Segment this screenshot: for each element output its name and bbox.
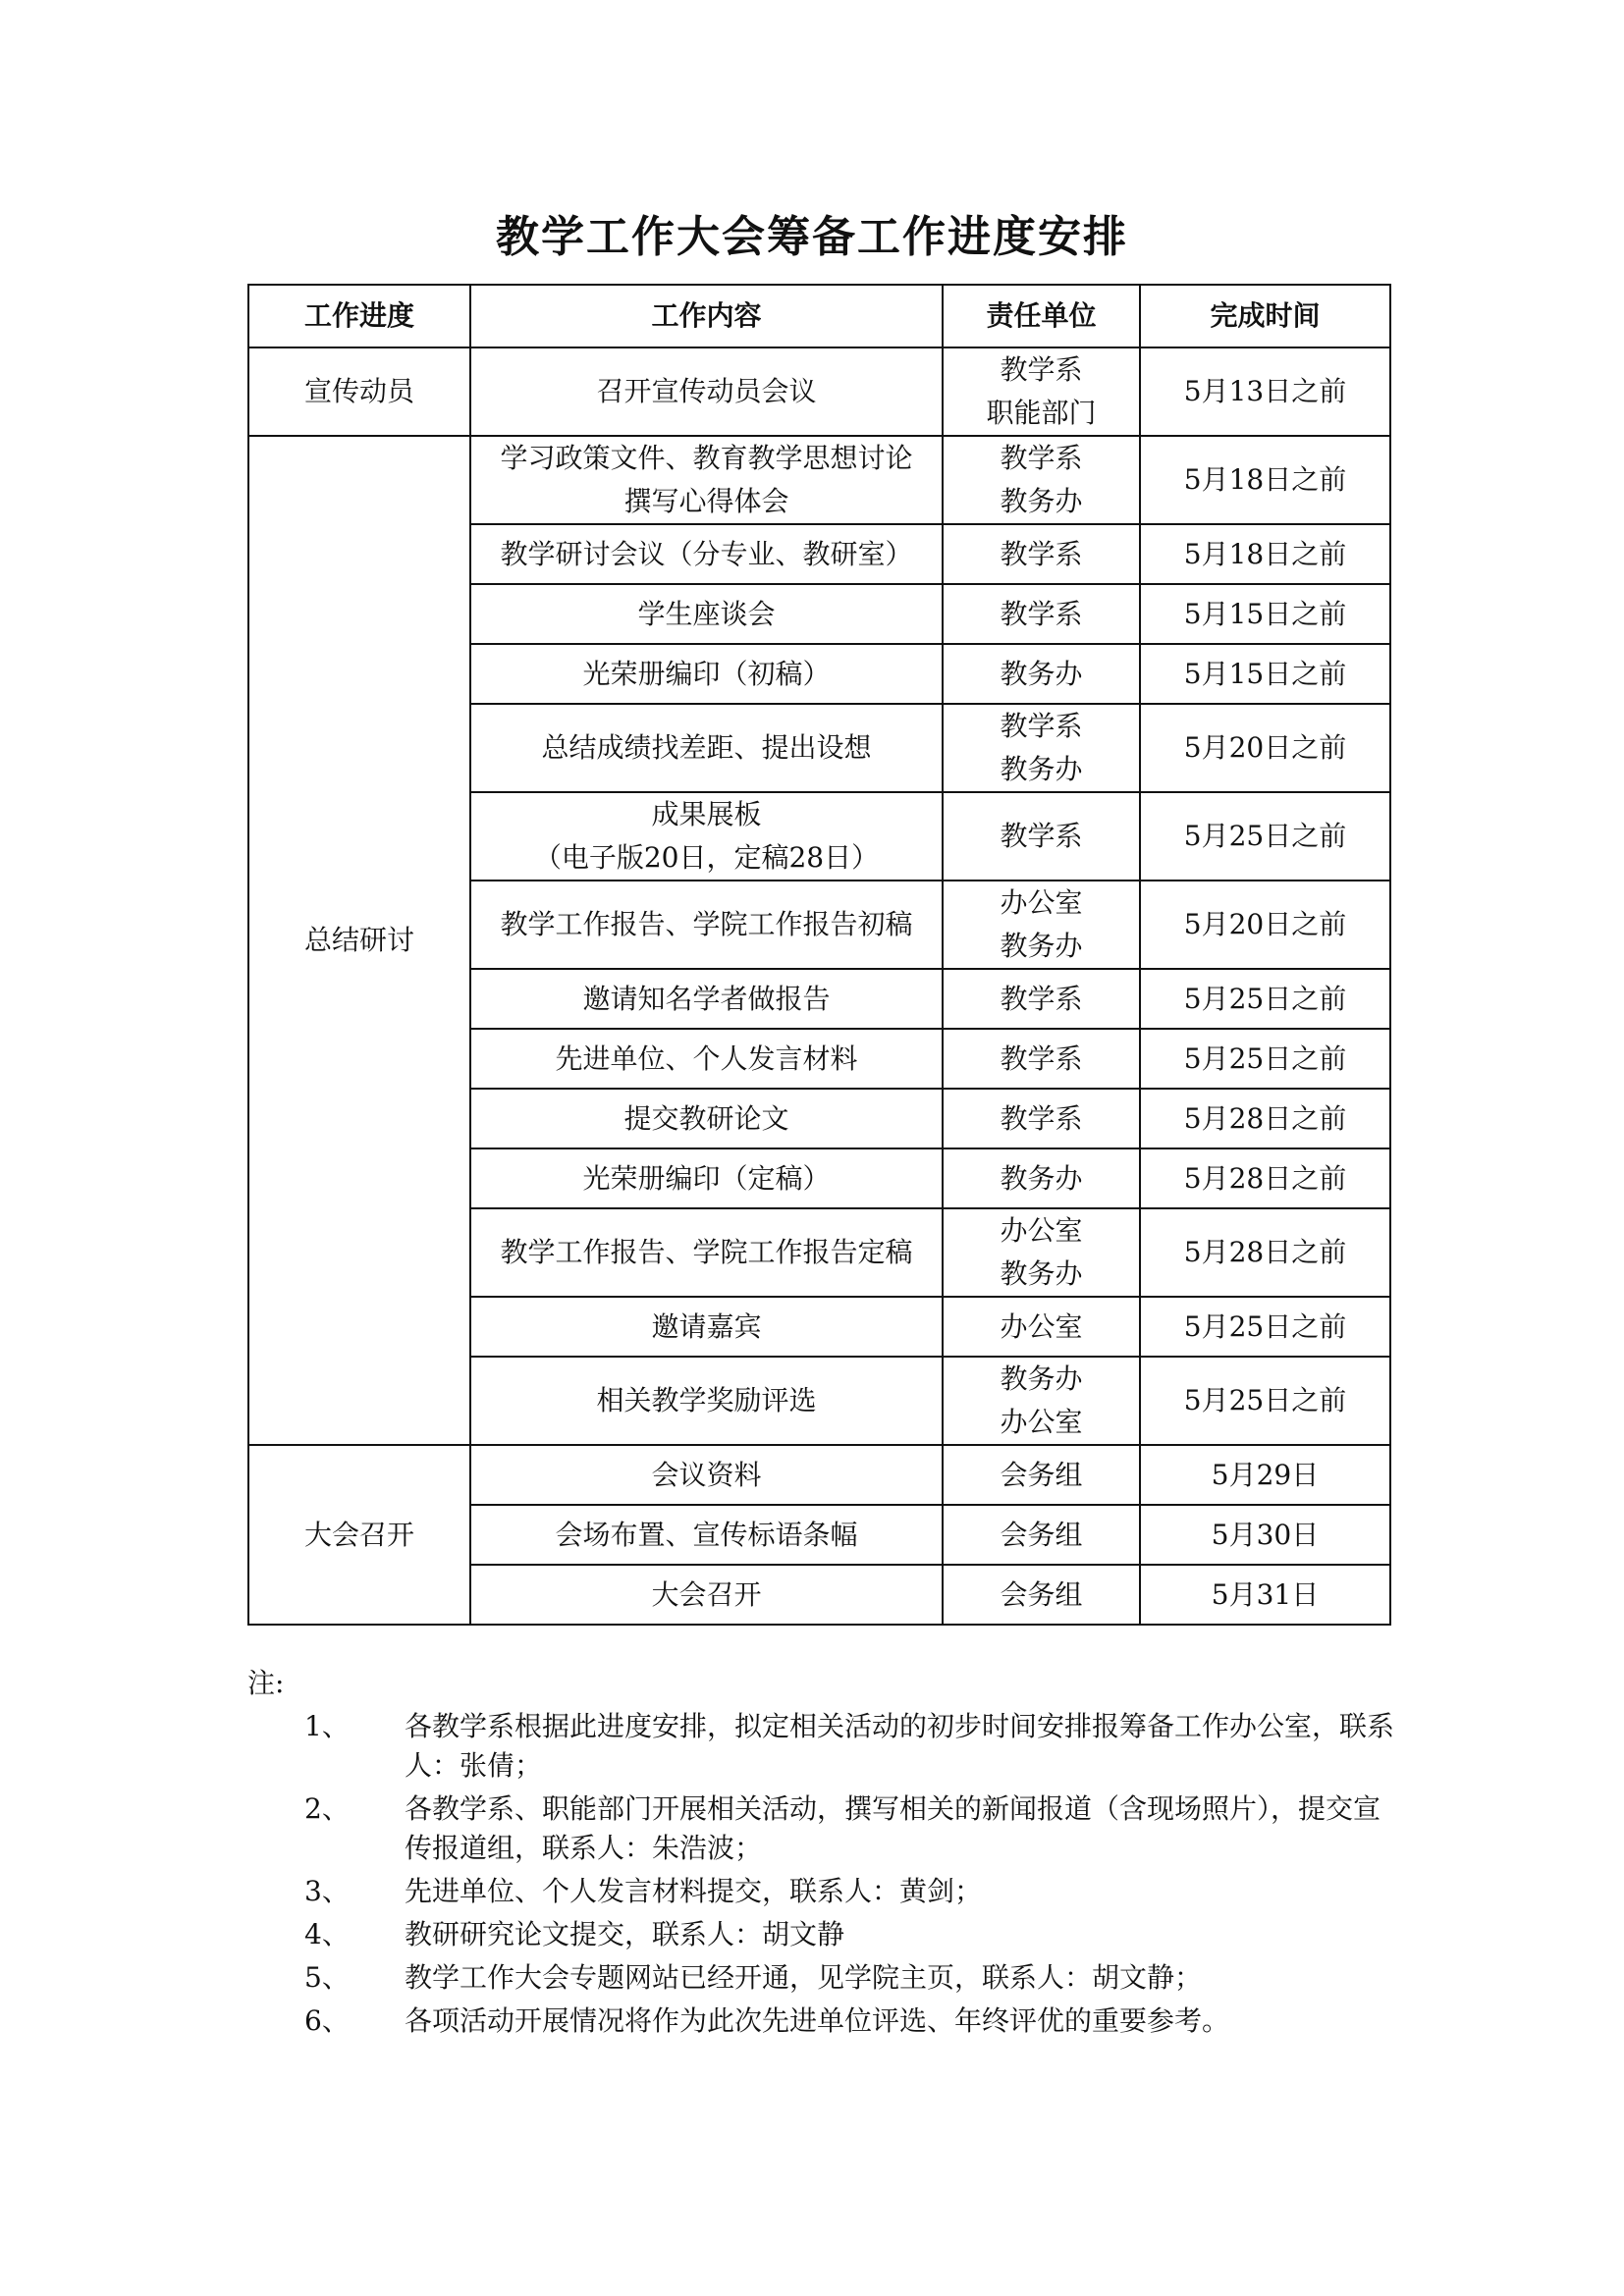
- time-cell: 5月18日之前: [1140, 436, 1390, 524]
- units-cell: 教学系 教务办: [943, 704, 1140, 792]
- note-text: 教学工作大会专题网站已经开通，见学院主页，联系人：胡文静；: [405, 1961, 1203, 1994]
- page-title: 教学工作大会筹备工作进度安排: [496, 212, 1128, 262]
- content-cell: 大会召开: [470, 1565, 943, 1625]
- note-number: 3、: [304, 1875, 350, 1907]
- units-cell: 教学系: [943, 792, 1140, 881]
- stage-cell: 总结研讨: [248, 436, 470, 1445]
- note-item: [247, 1915, 1396, 1954]
- content-cell: 召开宣传动员会议: [470, 347, 943, 436]
- time-cell: 5月25日之前: [1140, 1357, 1390, 1445]
- content-cell: 教学工作报告、学院工作报告初稿: [470, 881, 943, 969]
- time-cell: 5月31日: [1140, 1565, 1390, 1625]
- note-item: [247, 1707, 1396, 1786]
- time-cell: 5月25日之前: [1140, 1297, 1390, 1357]
- units-cell: 教学系: [943, 524, 1140, 584]
- units-cell: 教学系 教务办: [943, 436, 1140, 524]
- notes-label: 注:: [247, 1667, 285, 1699]
- time-cell: 5月25日之前: [1140, 1029, 1390, 1089]
- content-cell: 学生座谈会: [470, 584, 943, 644]
- content-cell: 提交教研论文: [470, 1089, 943, 1148]
- content-cell: 成果展板 （电子版20日，定稿28日）: [470, 792, 943, 881]
- time-cell: 5月15日之前: [1140, 644, 1390, 704]
- units-cell: 教学系 职能部门: [943, 347, 1140, 436]
- note-text: 先进单位、个人发言材料提交，联系人：黄剑；: [405, 1875, 983, 1907]
- note-number: 5、: [304, 1961, 350, 1994]
- units-cell: 教学系: [943, 584, 1140, 644]
- time-cell: 5月15日之前: [1140, 584, 1390, 644]
- note-item: [247, 1958, 1396, 1998]
- time-cell: 5月20日之前: [1140, 881, 1390, 969]
- note-text: 各教学系、职能部门开展相关活动，撰写相关的新闻报道（含现场照片），提交宣传报道组，联系人：朱浩波；: [405, 1792, 1381, 1864]
- units-cell: 教学系: [943, 1089, 1140, 1148]
- content-cell: 教学工作报告、学院工作报告定稿: [470, 1208, 943, 1297]
- content-cell: 先进单位、个人发言材料: [470, 1029, 943, 1089]
- time-cell: 5月28日之前: [1140, 1148, 1390, 1208]
- time-cell: 5月20日之前: [1140, 704, 1390, 792]
- note-item: [247, 1872, 1396, 1911]
- time-cell: 5月28日之前: [1140, 1089, 1390, 1148]
- table-row: [248, 347, 1390, 436]
- units-cell: 办公室 教务办: [943, 881, 1140, 969]
- time-cell: 5月29日: [1140, 1445, 1390, 1505]
- units-cell: 教学系: [943, 1029, 1140, 1089]
- note-text: 各项活动开展情况将作为此次先进单位评选、年终评优的重要参考。: [405, 2004, 1230, 2037]
- stage-cell: 大会召开: [248, 1445, 470, 1625]
- time-cell: 5月30日: [1140, 1505, 1390, 1565]
- header-time: 完成时间: [1140, 285, 1390, 347]
- units-cell: 教务办: [943, 1148, 1140, 1208]
- time-cell: 5月28日之前: [1140, 1208, 1390, 1297]
- note-number: 2、: [304, 1792, 350, 1825]
- content-cell: 相关教学奖励评选: [470, 1357, 943, 1445]
- units-cell: 会务组: [943, 1505, 1140, 1565]
- content-cell: 会场布置、宣传标语条幅: [470, 1505, 943, 1565]
- content-cell: 光荣册编印（定稿）: [470, 1148, 943, 1208]
- note-text: 教研研究论文提交，联系人：胡文静: [405, 1918, 845, 1950]
- table-header-row: [248, 285, 1390, 347]
- content-cell: 邀请知名学者做报告: [470, 969, 943, 1029]
- note-number: 6、: [304, 2004, 350, 2037]
- units-cell: 办公室 教务办: [943, 1208, 1140, 1297]
- units-cell: 会务组: [943, 1565, 1140, 1625]
- table-row: [248, 1445, 1390, 1505]
- content-cell: 总结成绩找差距、提出设想: [470, 704, 943, 792]
- units-cell: 教务办 办公室: [943, 1357, 1140, 1445]
- note-item: [247, 2002, 1396, 2041]
- content-cell: 邀请嘉宾: [470, 1297, 943, 1357]
- units-cell: 教学系: [943, 969, 1140, 1029]
- content-cell: 会议资料: [470, 1445, 943, 1505]
- header-units: 责任单位: [943, 285, 1140, 347]
- note-text: 各教学系根据此进度安排，拟定相关活动的初步时间安排报筹备工作办公室，联系人：张倩；: [405, 1710, 1395, 1782]
- content-cell: 光荣册编印（初稿）: [470, 644, 943, 704]
- content-cell: 教学研讨会议（分专业、教研室）: [470, 524, 943, 584]
- time-cell: 5月13日之前: [1140, 347, 1390, 436]
- content-cell: 学习政策文件、教育教学思想讨论 撰写心得体会: [470, 436, 943, 524]
- note-number: 4、: [304, 1918, 350, 1950]
- units-cell: 教务办: [943, 644, 1140, 704]
- header-content: 工作内容: [470, 285, 943, 347]
- schedule-table: [247, 284, 1391, 1626]
- units-cell: 办公室: [943, 1297, 1140, 1357]
- table-row: [248, 436, 1390, 524]
- stage-cell: 宣传动员: [248, 347, 470, 436]
- time-cell: 5月25日之前: [1140, 969, 1390, 1029]
- notes-section: [247, 1664, 1396, 2041]
- time-cell: 5月25日之前: [1140, 792, 1390, 881]
- units-cell: 会务组: [943, 1445, 1140, 1505]
- note-number: 1、: [304, 1710, 350, 1742]
- note-item: [247, 1789, 1396, 1868]
- header-stage: 工作进度: [248, 285, 470, 347]
- time-cell: 5月18日之前: [1140, 524, 1390, 584]
